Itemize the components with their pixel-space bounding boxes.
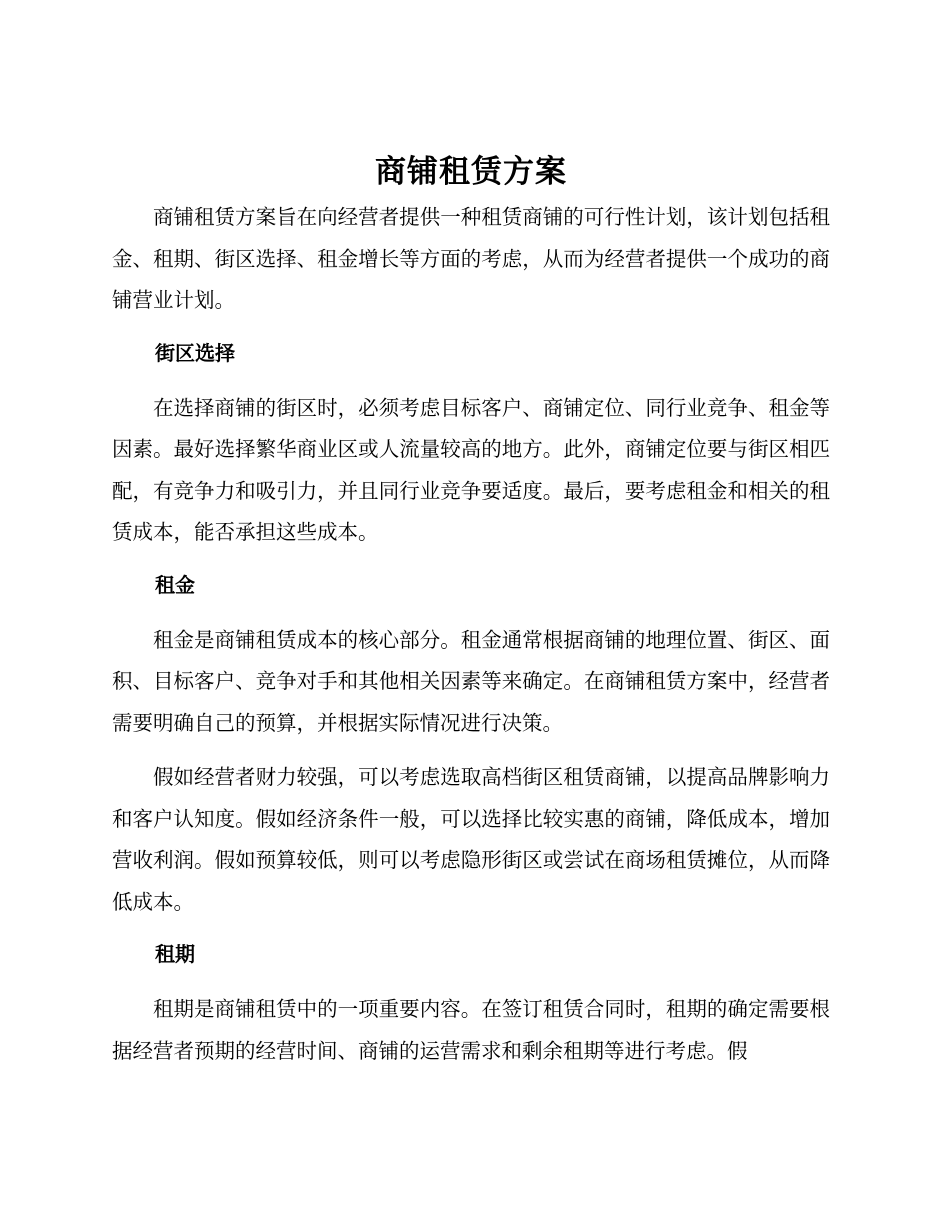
intro-paragraph: 商铺租赁方案旨在向经营者提供一种租赁商铺的可行性计划，该计划包括租金、租期、街区选择、租金增长等方面的考虑，从而为经营者提供一个成功的商铺营业计划。 — [112, 205, 830, 312]
section-heading-lease-term: 租期 — [155, 942, 195, 966]
rent-paragraph-2: 假如经营者财力较强，可以考虑选取高档街区租赁商铺，以提高品牌影响力和客户认知度。假如经济条件一般，可以选择比较实惠的商铺，降低成本，增加营收利润。假如预算较低，则可以考虑隐形街区或尝试在商场租赁摊位，从而降低成本。 — [112, 765, 830, 914]
document-page — [112, 148, 830, 1085]
rent-paragraph-1: 租金是商铺租赁成本的核心部分。租金通常根据商铺的地理位置、街区、面积、目标客户、竞争对手和其他相关因素等来确定。在商铺租赁方案中，经营者需要明确自己的预算，并根据实际情况进行决策。 — [112, 627, 830, 735]
document-title: 商铺租赁方案 — [375, 154, 567, 190]
section-heading-rent: 租金 — [155, 572, 195, 597]
district-paragraph: 在选择商铺的街区时，必须考虑目标客户、商铺定位、同行业竞争、租金等因素。最好选择繁华商业区或人流量较高的地方。此外，商铺定位要与街区相匹配，有竞争力和吸引力，并且同行业竞争要适度。最后，要考虑租金和相关的租赁成本，能否承担这些成本。 — [112, 395, 830, 544]
lease-term-paragraph: 租期是商铺租赁中的一项重要内容。在签订租赁合同时，租期的确定需要根据经营者预期的经营时间、商铺的运营需求和剩余租期等进行考虑。假 — [112, 997, 830, 1063]
section-heading-district: 街区选择 — [155, 340, 235, 365]
